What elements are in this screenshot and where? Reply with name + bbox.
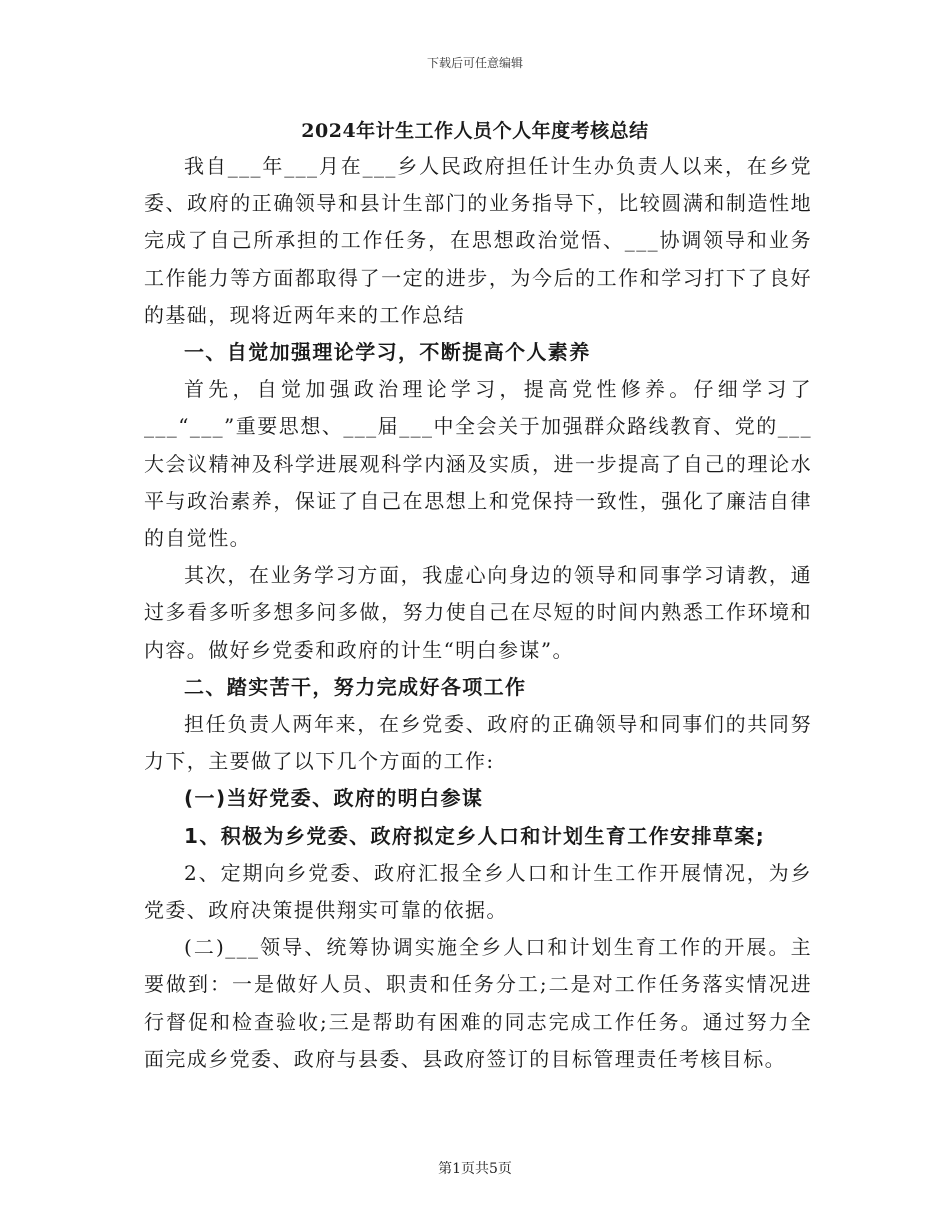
document-body	[144, 148, 812, 1078]
paragraph-study-politics: 首先，自觉加强政治理论学习，提高党性修养。仔细学习了___“___”重要思想、___届___中全会关于加强群众路线教育、党的___大会议精神及科学进展观科学内涵及实质，进一步提高了自己的理论水平与政治素养，保证了自己在思想上和党保持一致性，强化了廉洁自律的自觉性。	[144, 377, 812, 551]
list-item-2: 2、定期向乡党委、政府汇报全乡人口和计生工作开展情况，为乡党委、政府决策提供翔实可靠的依据。	[144, 860, 812, 923]
header-note: 下载后可任意编辑	[426, 56, 523, 70]
page-number: 第1页共5页	[438, 1161, 512, 1177]
section-heading-1: 一、自觉加强理论学习，不断提高个人素养	[184, 340, 591, 365]
paragraph-study-business: 其次，在业务学习方面，我虚心向身边的领导和同事学习请教，通过多看多听多想多问多做，努力使自己在尽短的时间内熟悉工作环境和内容。做好乡党委和政府的计生“明白参谋”。	[144, 563, 812, 662]
section-heading-2: 二、踏实苦干，努力完成好各项工作	[184, 674, 527, 699]
paragraph-subsection-2: (二)___领导、统筹协调实施全乡人口和计划生育工作的开展。主要做到：一是做好人员、职责和任务分工;二是对工作任务落实情况进行督促和检查验收;三是帮助有困难的同志完成工作任务。通过努力全面完成乡党委、政府与县委、县政府签订的目标管理责任考核目标。	[144, 935, 812, 1071]
subsection-heading-1: (一)当好党委、政府的明白参谋	[184, 786, 484, 811]
document-title: 2024年计生工作人员个人年度考核总结	[301, 120, 649, 142]
list-item-1: 1、积极为乡党委、政府拟定乡人口和计划生育工作安排草案;	[184, 823, 766, 848]
intro-paragraph: 我自___年___月在___乡人民政府担任计生办负责人以来，在乡党委、政府的正确领导和县计生部门的业务指导下，比较圆满和制造性地完成了自己所承担的工作任务，在思想政治觉悟、___协调领导和业务工作能力等方面都取得了一定的进步，为今后的工作和学习打下了良好的基础，现将近两年来的工作总结	[144, 154, 812, 327]
paragraph-work-intro: 担任负责人两年来，在乡党委、政府的正确领导和同事们的共同努力下，主要做了以下几个方面的工作:	[144, 712, 812, 774]
